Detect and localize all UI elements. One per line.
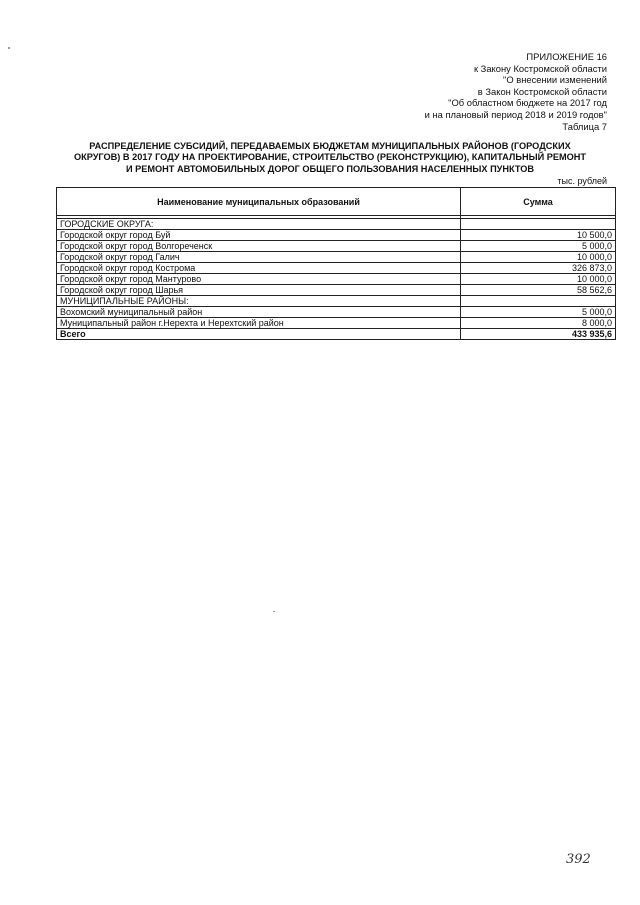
appendix-header-line: "О внесении изменений: [503, 74, 607, 86]
row-sum: 5 000,0: [461, 307, 616, 318]
row-sum: 326 873,0: [461, 263, 616, 274]
row-name: Муниципальный район г.Нерехта и Нерехтский район: [57, 318, 461, 329]
row-sum: 5 000,0: [461, 241, 616, 252]
table-row: [57, 252, 616, 263]
total-sum: 433 935,6: [461, 329, 616, 340]
title-line: РАСПРЕДЕЛЕНИЕ СУБСИДИЙ, ПЕРЕДАВАЕМЫХ БЮДЖЕТАМ МУНИЦИПАЛЬНЫХ РАЙОНОВ (ГОРОДСКИХ: [89, 141, 571, 151]
appendix-header-line: ПРИЛОЖЕНИЕ 16: [526, 51, 607, 62]
table-total-row: [57, 329, 616, 340]
table-row: [57, 241, 616, 252]
row-name: Городской округ город Волгореченск: [57, 241, 461, 252]
table-row: [57, 219, 616, 230]
appendix-header-line: к Закону Костромской области: [473, 62, 607, 74]
row-name: ГОРОДСКИЕ ОКРУГА:: [57, 219, 461, 230]
row-sum: 10 000,0: [461, 274, 616, 285]
subsidy-table-grid: [56, 187, 616, 340]
row-name: Городской округ город Мантурово: [57, 274, 461, 285]
row-sum: 58 562,6: [461, 285, 616, 296]
scan-artifact: [8, 47, 10, 49]
table-row: [57, 296, 616, 307]
title-line: И РЕМОНТ АВТОМОБИЛЬНЫХ ДОРОГ ОБЩЕГО ПОЛЬЗОВАНИЯ НАСЕЛЕННЫХ ПУНКТОВ: [125, 163, 535, 174]
units-label: тыс. рублей: [557, 176, 607, 186]
table-row: [57, 274, 616, 285]
row-sum: 8 000,0: [461, 318, 616, 329]
row-name: Городской округ город Шарья: [57, 285, 461, 296]
handwritten-page-number: 392: [566, 852, 591, 867]
scan-artifact: [273, 611, 275, 612]
subsidy-table: [56, 187, 615, 340]
table-row: [57, 307, 616, 318]
row-sum: 10 500,0: [461, 230, 616, 241]
row-name: Городской округ город Кострома: [57, 263, 461, 274]
appendix-header: [425, 51, 607, 132]
table-row: [57, 263, 616, 274]
column-header-name: Наименование муниципальных образований: [57, 188, 461, 216]
table-row: [57, 318, 616, 329]
title-line: ОКРУГОВ) В 2017 ГОДУ НА ПРОЕКТИРОВАНИЕ, СТРОИТЕЛЬСТВО (РЕКОНСТРУКЦИЮ), КАПИТАЛЬНЫЙ РЕМОНТ: [73, 152, 587, 163]
row-sum: [461, 296, 616, 307]
total-label: Всего: [57, 329, 461, 340]
table-number: Таблица 7: [562, 120, 607, 132]
row-name: Городской округ город Буй: [57, 230, 461, 241]
appendix-header-line: в Закон Костромской области: [477, 85, 607, 97]
table-row: [57, 285, 616, 296]
row-sum: 10 000,0: [461, 252, 616, 263]
row-name: Городской округ город Галич: [57, 252, 461, 263]
appendix-header-line: и на плановый период 2018 и 2019 годов": [424, 108, 607, 120]
table-row: [57, 230, 616, 241]
appendix-header-line: "Об областном бюджете на 2017 год: [448, 97, 607, 109]
row-sum: [461, 219, 616, 230]
table-header-row: [57, 188, 616, 216]
column-header-sum: Сумма: [461, 188, 616, 216]
document-title: [40, 141, 620, 175]
row-name: Вохомский муниципальный район: [57, 307, 461, 318]
row-name: МУНИЦИПАЛЬНЫЕ РАЙОНЫ:: [57, 296, 461, 307]
